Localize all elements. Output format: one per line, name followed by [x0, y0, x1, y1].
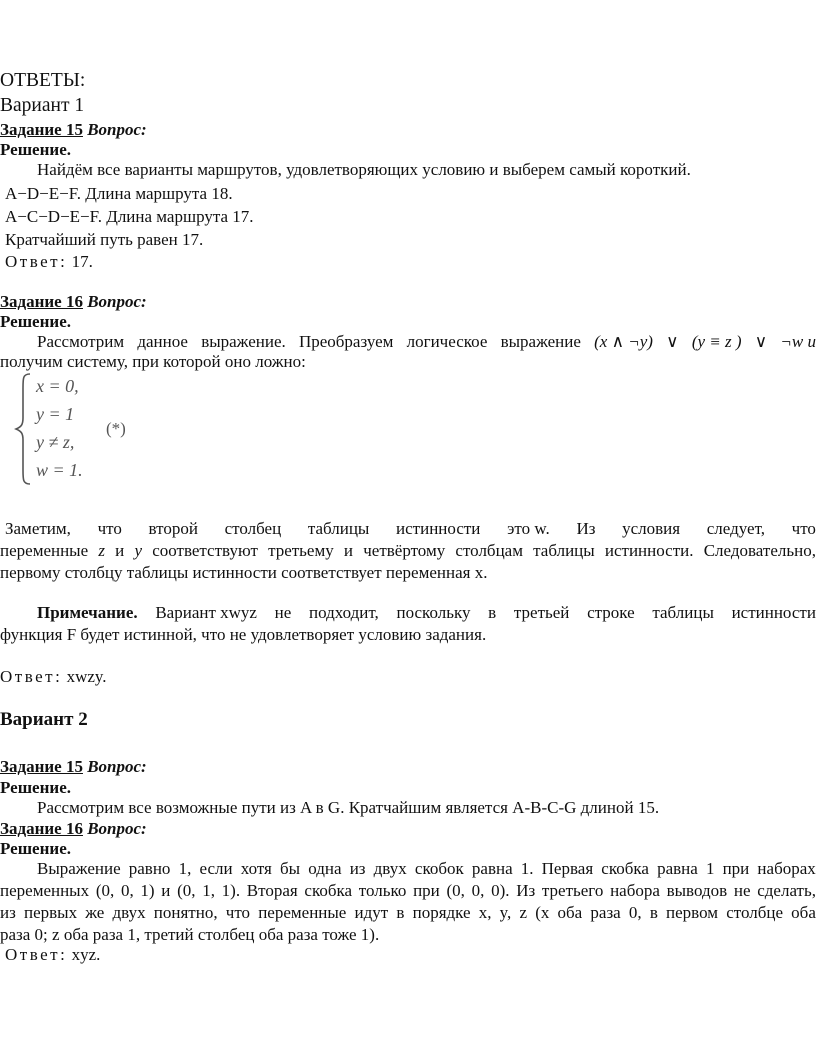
question-label: Вопрос: — [87, 757, 147, 776]
word: что — [791, 519, 816, 538]
word: таблицы — [533, 541, 595, 560]
word: что — [97, 519, 122, 538]
word: переменные — [0, 541, 89, 560]
word: первом — [666, 903, 719, 922]
v2-t15-solution-label: Решение. — [0, 778, 71, 797]
word: порядке — [412, 903, 471, 922]
word: из — [349, 859, 366, 878]
question-label: Вопрос: — [87, 120, 147, 139]
word: оба — [791, 903, 816, 922]
word: y, — [499, 903, 512, 922]
v1-t16-note-line2: функция F будет истинной, что не удовлетворяет условию задания. — [0, 625, 487, 644]
word: выводов — [666, 881, 728, 900]
word: поскольку — [396, 603, 471, 622]
word: логическое — [406, 332, 488, 351]
word: раза — [590, 903, 621, 922]
word: z — [519, 903, 528, 922]
left-brace — [16, 374, 30, 484]
task-label: Задание 15 — [0, 120, 83, 139]
word: 0). — [491, 881, 510, 900]
v1-t15-line2: A−D−E−F. Длина маршрута 18. — [5, 184, 233, 203]
word: 1, — [178, 859, 192, 878]
word: второй — [148, 519, 198, 538]
word: в — [488, 603, 497, 622]
system-eq-4: w = 1. — [36, 460, 83, 480]
word: бы — [280, 859, 301, 878]
word: (0, — [177, 881, 196, 900]
word: равна — [471, 859, 513, 878]
word: Следовательно, — [703, 541, 816, 560]
formula-part: (y ≡ z ) — [691, 332, 742, 351]
word: и — [115, 541, 125, 560]
answer-label: Ответ: — [5, 252, 68, 271]
v1-t15-line1: Найдём все варианты маршрутов, удовлетворяющих условию и выберем самый короткий. — [37, 160, 691, 179]
word: 0, — [120, 881, 134, 900]
answers-heading: ОТВЕТЫ: — [0, 70, 86, 91]
v1-t16-p2-line2 — [0, 541, 816, 561]
v1-t15-answer — [5, 252, 93, 272]
word: и — [343, 541, 354, 560]
v1-t16-note-line1 — [0, 603, 816, 623]
word: не — [733, 881, 751, 900]
word: третьего — [541, 881, 604, 900]
word: выражение — [500, 332, 581, 351]
system-eq-3: y ≠ z, — [36, 432, 75, 452]
word: столбцам — [455, 541, 523, 560]
word: третьей — [513, 603, 570, 622]
answer-value: xwzy. — [66, 667, 107, 686]
question-label: Вопрос: — [87, 292, 147, 311]
word: хотя — [240, 859, 272, 878]
v2-t16-solution-label: Решение. — [0, 839, 71, 858]
word: скобок — [414, 859, 464, 878]
word: 1. — [520, 859, 534, 878]
word: Из — [576, 519, 596, 538]
word: условия — [622, 519, 681, 538]
v2-t16-line1 — [0, 859, 816, 879]
word: третьему — [268, 541, 334, 560]
word: столбец — [224, 519, 282, 538]
v2-task15-header — [0, 757, 147, 777]
v2-t16-answer — [5, 945, 100, 965]
word: (0, — [446, 881, 465, 900]
word: таблицы — [652, 603, 714, 622]
task-label: Задание 16 — [0, 292, 83, 311]
v1-t16-p2-line3: первому столбцу таблицы истинности соответствует переменная x. — [0, 563, 488, 582]
word: при — [722, 859, 750, 878]
word: идут — [354, 903, 389, 922]
word: из — [0, 903, 16, 922]
word: 1) — [140, 881, 155, 900]
word: не — [274, 603, 292, 622]
word: что — [225, 903, 251, 922]
v1-t15-solution-label: Решение. — [0, 140, 71, 159]
word: выражение. — [201, 332, 286, 351]
word: столбце — [726, 903, 783, 922]
word: 1 — [705, 859, 715, 878]
formula-part: ¬w и — [780, 332, 816, 351]
task-label: Задание 16 — [0, 819, 83, 838]
system-mark: (*) — [106, 419, 126, 438]
equation-system — [14, 370, 144, 488]
word: это w. — [507, 519, 550, 538]
note-label: Примечание. — [37, 603, 138, 622]
or-symbol: ∨ — [666, 332, 679, 351]
word: 1, — [202, 881, 215, 900]
v2-t16-line4: раза 0; z оба раза 1, третий столбец оба раза тоже 1). — [0, 925, 380, 944]
word: первых — [24, 903, 78, 922]
v2-t15-line1: Рассмотрим все возможные пути из A в G. Кратчайшим является A-B-C-G длиной 15. — [37, 798, 660, 817]
word: истинности — [731, 603, 816, 622]
task-label: Задание 15 — [0, 757, 83, 776]
word: равна — [657, 859, 698, 878]
v2-task16-header — [0, 819, 147, 839]
word: следует, — [706, 519, 765, 538]
answer-label: Ответ: — [5, 945, 68, 964]
word: наборах — [757, 859, 816, 878]
word: скобка — [601, 859, 649, 878]
word: строке — [587, 603, 635, 622]
word: переменных — [0, 881, 90, 900]
word: только — [358, 881, 407, 900]
word: скобка — [304, 881, 353, 900]
word: одна — [308, 859, 342, 878]
word: данное — [137, 332, 188, 351]
word: в — [649, 903, 658, 922]
word: Рассмотрим — [37, 332, 125, 351]
word: набора — [610, 881, 660, 900]
v1-task16-header — [0, 292, 147, 312]
word: y — [134, 541, 142, 560]
word: z — [98, 541, 105, 560]
word: четвёртому — [363, 541, 446, 560]
word: (x — [535, 903, 550, 922]
word: и — [161, 881, 171, 900]
v1-t15-line4: Кратчайший путь равен 17. — [5, 230, 204, 249]
v1-task15-header — [0, 120, 147, 140]
variant-2-heading: Вариант 2 — [0, 709, 88, 730]
word: переменные — [258, 903, 347, 922]
formula-part: (x ∧ ¬y) — [594, 332, 653, 351]
v1-t15-line3: A−C−D−E−F. Длина маршрута 17. — [5, 207, 254, 226]
word: соответствуют — [152, 541, 258, 560]
word: в — [396, 903, 405, 922]
word: Вариант xwyz — [155, 603, 257, 622]
word: истинности. — [604, 541, 694, 560]
word: оба — [557, 903, 583, 922]
word: x, — [478, 903, 492, 922]
answer-value: xyz. — [71, 945, 101, 964]
word: же — [85, 903, 105, 922]
system-eq-1: x = 0, — [36, 376, 79, 396]
word: таблицы — [307, 519, 370, 538]
v1-t16-expr-line2: получим систему, при которой оно ложно: — [0, 352, 306, 371]
answer-label: Ответ: — [0, 667, 63, 686]
or-symbol: ∨ — [754, 332, 768, 351]
word: Заметим, — [5, 519, 71, 538]
v1-t16-solution-label: Решение. — [0, 312, 71, 331]
word: 0, — [471, 881, 485, 900]
variant-1-heading: Вариант 1 — [0, 95, 85, 116]
word: Из — [516, 881, 536, 900]
question-label: Вопрос: — [87, 819, 147, 838]
v2-t16-line2 — [0, 881, 816, 901]
word: при — [413, 881, 440, 900]
word: сделать, — [757, 881, 816, 900]
word: подходит, — [309, 603, 379, 622]
word: Первая — [541, 859, 594, 878]
word: равно — [128, 859, 171, 878]
v1-t16-answer — [0, 667, 107, 687]
v1-t16-p2-line1 — [0, 519, 816, 539]
answer-value: 17. — [71, 252, 93, 271]
word: Вторая — [246, 881, 298, 900]
word: двух — [112, 903, 146, 922]
v1-t16-expr-line — [0, 332, 816, 352]
system-eq-2: y = 1 — [36, 404, 75, 424]
word: истинности — [396, 519, 481, 538]
word: если — [199, 859, 233, 878]
word: двух — [373, 859, 407, 878]
word: Преобразуем — [298, 332, 394, 351]
word: понятно, — [153, 903, 218, 922]
v2-t16-line3 — [0, 903, 816, 923]
word: Выражение — [37, 859, 121, 878]
word: 0, — [628, 903, 642, 922]
word: 1). — [221, 881, 241, 900]
word: (0, — [95, 881, 115, 900]
